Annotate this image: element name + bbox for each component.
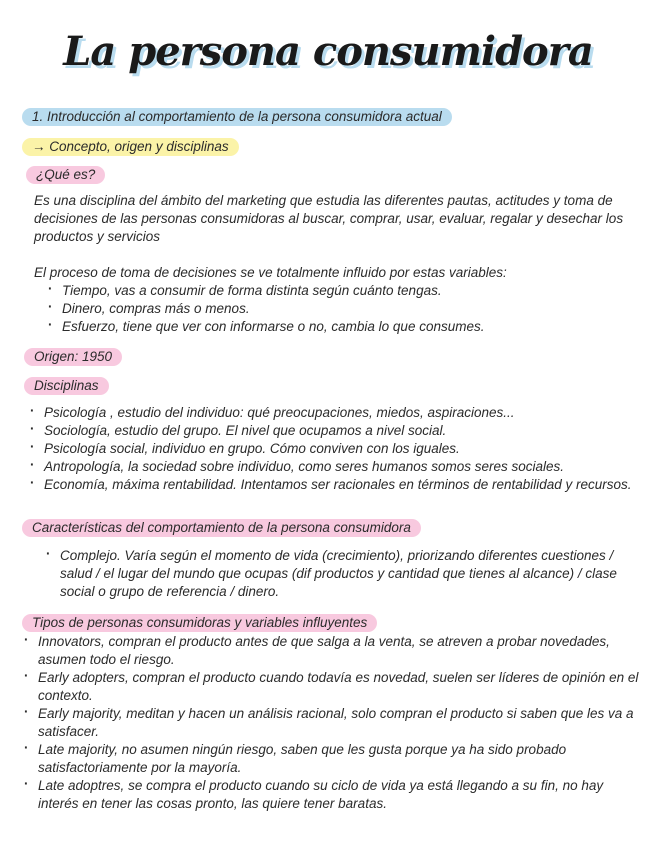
list-item: · Tiempo, vas a consumir de forma distinta según cuánto tengas. <box>46 282 626 300</box>
list-item: · Dinero, compras más o menos. <box>46 300 626 318</box>
section-heading: 1. Introducción al comportamiento de la persona consumidora actual <box>22 108 452 126</box>
list-item: · Economía, máxima rentabilidad. Intentamos ser racionales en términos de rentabilidad y recursos. <box>28 476 643 494</box>
caracteristicas-list <box>44 547 624 601</box>
list-item: · Esfuerzo, tiene que ver con informarse o no, cambia lo que consumes. <box>46 318 626 336</box>
list-item: · Innovators, compran el producto antes de que salga a la venta, se atreven a probar novedades, asumen todo el riesgo. <box>22 633 640 669</box>
caracteristicas-label: Características del comportamiento de la persona consumidora <box>22 519 421 537</box>
variables-intro: El proceso de toma de decisiones se ve totalmente influido por estas variables: <box>34 265 507 280</box>
variables-list <box>46 282 626 336</box>
list-item: · Antropología, la sociedad sobre individuo, como seres humanos somos seres sociales. <box>28 458 643 476</box>
list-item: · Complejo. Varía según el momento de vida (crecimiento), priorizando diferentes cuestiones / salud / el lugar del mundo que ocupas (dif productos y cantidad que tienes al alcance) / clase social o grupo de referencia / dinero. <box>44 547 624 601</box>
que-es-label: ¿Qué es? <box>26 166 105 184</box>
list-item: · Psicología social, individuo en grupo. Cómo conviven con los iguales. <box>28 440 643 458</box>
list-item: · Late adoptres, se compra el producto cuando su ciclo de vida ya está llegando a su fin, no hay interés en tener las cosas pronto, las quiere tener baratas. <box>22 777 640 813</box>
tipos-label: Tipos de personas consumidoras y variables influyentes <box>22 614 377 632</box>
origen-label: Origen: 1950 <box>24 348 122 366</box>
list-item: · Sociología, estudio del grupo. El nivel que ocupamos a nivel social. <box>28 422 643 440</box>
disciplinas-label: Disciplinas <box>24 377 109 395</box>
disciplinas-list <box>28 404 643 494</box>
list-item: · Early adopters, compran el producto cuando todavía es novedad, suelen ser líderes de opinión en el contexto. <box>22 669 640 705</box>
definition-paragraph: Es una disciplina del ámbito del marketing que estudia las diferentes pautas, actitudes y toma de decisiones de las personas consumidoras al buscar, comprar, usar, evaluar, regalar y desechar los productos y servicios <box>34 193 624 244</box>
tipos-list <box>22 633 640 813</box>
subsection-heading: → Concepto, origen y disciplinas <box>22 138 239 156</box>
list-item: · Early majority, meditan y hacen un análisis racional, solo compran el producto si saben que les va a satisfacer. <box>22 705 640 741</box>
page-title: La persona consumidora <box>63 28 593 75</box>
list-item: · Psicología , estudio del individuo: qué preocupaciones, miedos, aspiraciones... <box>28 404 643 422</box>
list-item: · Late majority, no asumen ningún riesgo, saben que les gusta porque ya ha sido probado satisfactoriamente por la mayoría. <box>22 741 640 777</box>
